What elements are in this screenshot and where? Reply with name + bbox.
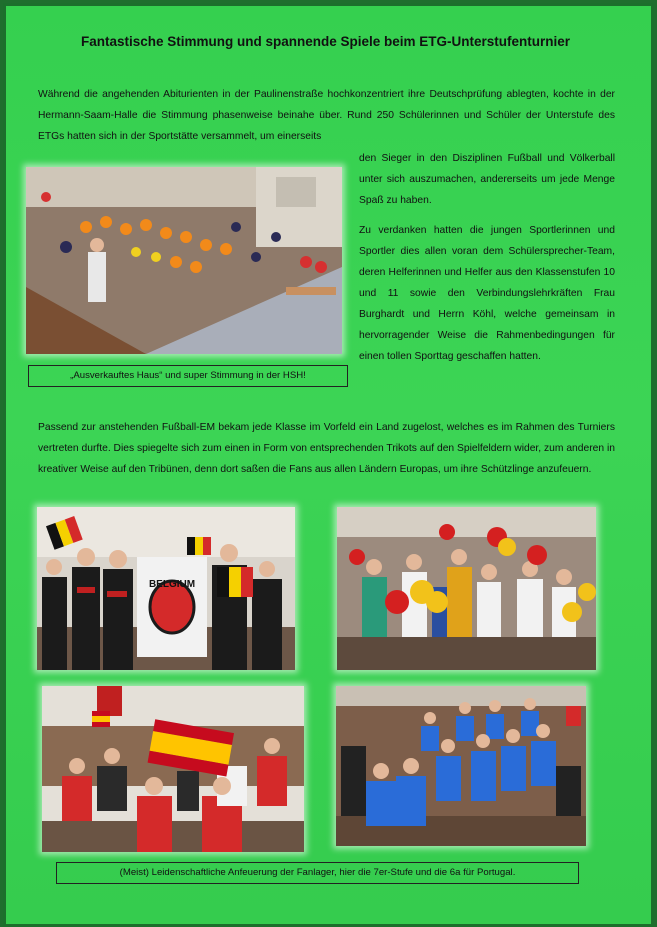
thanks-paragraph: Zu verdanken hatten die jungen Sportlerinnen und Sportler dies allen voran dem Schülersprecher-Team, deren Helferinnen und Helfer aus den Klassenstufen 10 und 11 sowie den Verbindungslehrkräften Frau Burghardt und Herrn Köhl, welche gemeinsam in hervorragender Weise die Rahmenbedingungen für einen tollen Sporttag geschaffen hatten. xyxy=(359,225,615,362)
caption-hall: „Ausverkauftes Haus“ und super Stimmung in der HSH! xyxy=(28,365,348,387)
photo-spain-fans xyxy=(42,686,304,852)
photo-pompom-cheerers xyxy=(337,507,596,670)
intro-paragraph: Während die angehenden Abiturienten in der Paulinenstraße hochkonzentriert ihre Deutschprüfung ablegten, kochte in der Hermann-Saam-Halle die Stimmung phasenweise beinahe über. Rund 250 Schülerinnen und Schüler der Unterstufe des ETGs hatten sich in der Sportstätte versammelt, um einerseits xyxy=(38,89,615,142)
em-paragraph: Passend zur anstehenden Fußball-EM bekam jede Klasse im Vorfeld ein Land zugelost, welches es im Rahmen des Turniers vertreten durfte. Dies spiegelte sich zum einen in Form von entsprechenden Trikots auf den Spielfeldern wider, zum anderen in kreativer Weise auf den Tribünen, denn dort saßen die Fans aus allen Ländern Europas, um ihre Schützlinge anzufeuern. xyxy=(38,422,615,475)
intro-continuation: den Sieger in den Disziplinen Fußball und Völkerball unter sich auszumachen, andererseits um jede Menge Spaß zu haben. xyxy=(359,153,615,206)
caption-fans: (Meist) Leidenschaftliche Anfeuerung der Fanlager, hier die 7er-Stufe und die 6a für Portugal. xyxy=(56,862,579,884)
belgium-banner-text: BELGIUM xyxy=(148,579,196,590)
photo-portugal-fans xyxy=(336,686,586,846)
photo-sports-hall-crowd xyxy=(26,167,342,354)
photo-belgium-fans xyxy=(37,507,295,670)
page-title: Fantastische Stimmung und spannende Spiele beim ETG-Unterstufenturnier xyxy=(80,34,571,49)
